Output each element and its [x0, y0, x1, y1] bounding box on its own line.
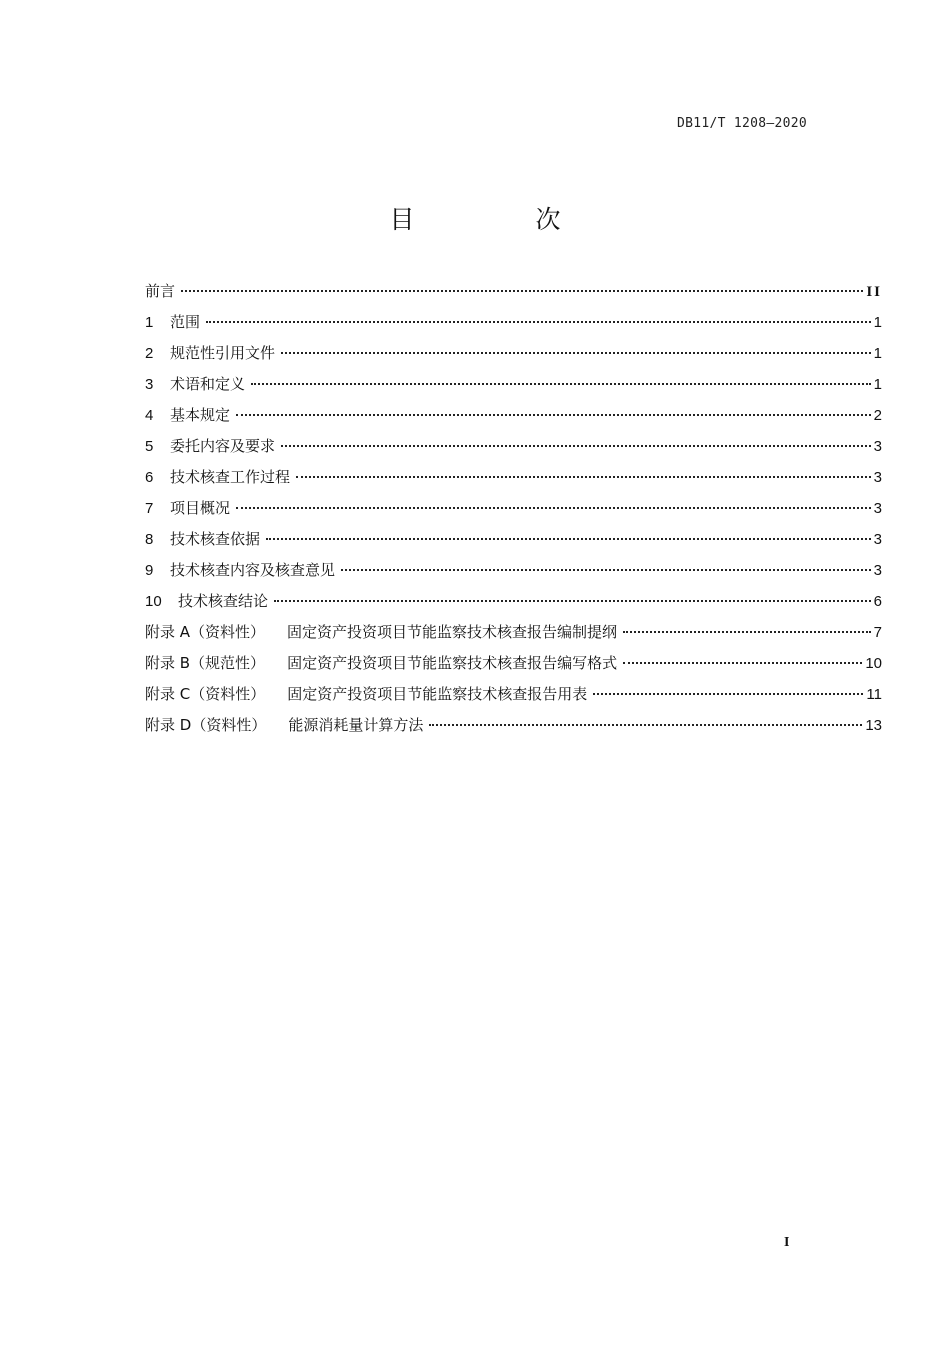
dot-leader [623, 662, 862, 664]
toc-entry-label: 固定资产投资项目节能监察技术核查报告编写格式 [287, 654, 618, 672]
toc-entry-10[interactable] [145, 589, 882, 620]
toc-entry-page: 2 [873, 407, 882, 424]
toc-entry-1[interactable] [145, 310, 882, 341]
toc-entry-annex-prefix: 附录 D（资料性） [145, 716, 267, 734]
toc-entry-3[interactable] [145, 372, 882, 403]
toc-entry-label: 项目概况 [170, 499, 231, 517]
dot-leader [236, 507, 871, 509]
dot-leader [341, 569, 871, 571]
toc-entry-number: 5 [145, 438, 154, 455]
page-title: 目 次 [389, 205, 609, 234]
toc-entry-annex-prefix: 附录 C（资料性） [145, 685, 266, 703]
toc-entry-number: 4 [145, 407, 154, 424]
toc-entry-page: 6 [873, 593, 882, 610]
dot-leader [623, 631, 871, 633]
toc-entry-6[interactable] [145, 465, 882, 496]
toc-entry-8[interactable] [145, 527, 882, 558]
toc-entry-label: 规范性引用文件 [170, 344, 276, 362]
toc-entry-4[interactable] [145, 403, 882, 434]
toc-entry-number: 6 [145, 469, 154, 486]
toc-entry-page: 3 [873, 531, 882, 548]
toc-entry-page: 10 [865, 655, 882, 672]
toc-entry-number: 2 [145, 345, 154, 362]
toc-entry-page: 3 [873, 438, 882, 455]
toc-entry-label: 委托内容及要求 [170, 437, 276, 455]
toc-entry-label: 范围 [170, 313, 201, 331]
toc-entry-number: 1 [145, 314, 154, 331]
dot-leader [593, 693, 863, 695]
toc-entry-number: 9 [145, 562, 154, 579]
dot-leader [181, 290, 863, 292]
dot-leader [281, 445, 871, 447]
toc-entry-label: 技术核查工作过程 [170, 468, 291, 486]
toc-entry-label: 固定资产投资项目节能监察技术核查报告用表 [287, 685, 588, 703]
dot-leader [296, 476, 871, 478]
toc-entry-label: 术语和定义 [170, 375, 246, 393]
toc-entry-annex-a[interactable] [145, 620, 882, 651]
toc-entry-page: 13 [865, 717, 882, 734]
toc-entry-annex-c[interactable] [145, 682, 882, 713]
toc-entry-page: 3 [873, 562, 882, 579]
table-of-contents [145, 279, 882, 744]
toc-entry-label: 基本规定 [170, 406, 231, 424]
toc-entry-page: 1 [873, 314, 882, 331]
toc-entry-page: 3 [873, 500, 882, 517]
toc-entry-9[interactable] [145, 558, 882, 589]
toc-entry-7[interactable] [145, 496, 882, 527]
toc-entry-annex-b[interactable] [145, 651, 882, 682]
toc-entry-page: 3 [873, 469, 882, 486]
toc-entry-label: 技术核查内容及核查意见 [170, 561, 336, 579]
toc-entry-preface[interactable] [145, 279, 882, 310]
toc-entry-label: 技术核查依据 [170, 530, 261, 548]
toc-entry-page: 1 [873, 345, 882, 362]
toc-entry-number: 8 [145, 531, 154, 548]
document-code: DB11/T 1208—2020 [676, 116, 807, 131]
dot-leader [266, 538, 871, 540]
toc-entry-number: 10 [145, 593, 162, 610]
toc-entry-label: 技术核查结论 [178, 592, 269, 610]
dot-leader [236, 414, 871, 416]
toc-entry-page: II [866, 284, 882, 300]
dot-leader [274, 600, 871, 602]
toc-entry-annex-prefix: 附录 B（规范性） [145, 654, 266, 672]
dot-leader [281, 352, 871, 354]
toc-entry-annex-d[interactable] [145, 713, 882, 744]
toc-entry-label: 前言 [145, 282, 176, 300]
toc-entry-number: 3 [145, 376, 154, 393]
toc-entry-label: 能源消耗量计算方法 [288, 716, 424, 734]
toc-entry-label: 固定资产投资项目节能监察技术核查报告编制提纲 [287, 623, 618, 641]
dot-leader [429, 724, 862, 726]
page-number: I [784, 1235, 790, 1250]
toc-entry-5[interactable] [145, 434, 882, 465]
toc-entry-annex-prefix: 附录 A（资料性） [145, 623, 266, 641]
dot-leader [251, 383, 871, 385]
toc-entry-page: 1 [873, 376, 882, 393]
dot-leader [206, 321, 871, 323]
toc-entry-number: 7 [145, 500, 154, 517]
toc-entry-page: 11 [866, 686, 882, 703]
toc-entry-page: 7 [873, 624, 882, 641]
toc-entry-2[interactable] [145, 341, 882, 372]
